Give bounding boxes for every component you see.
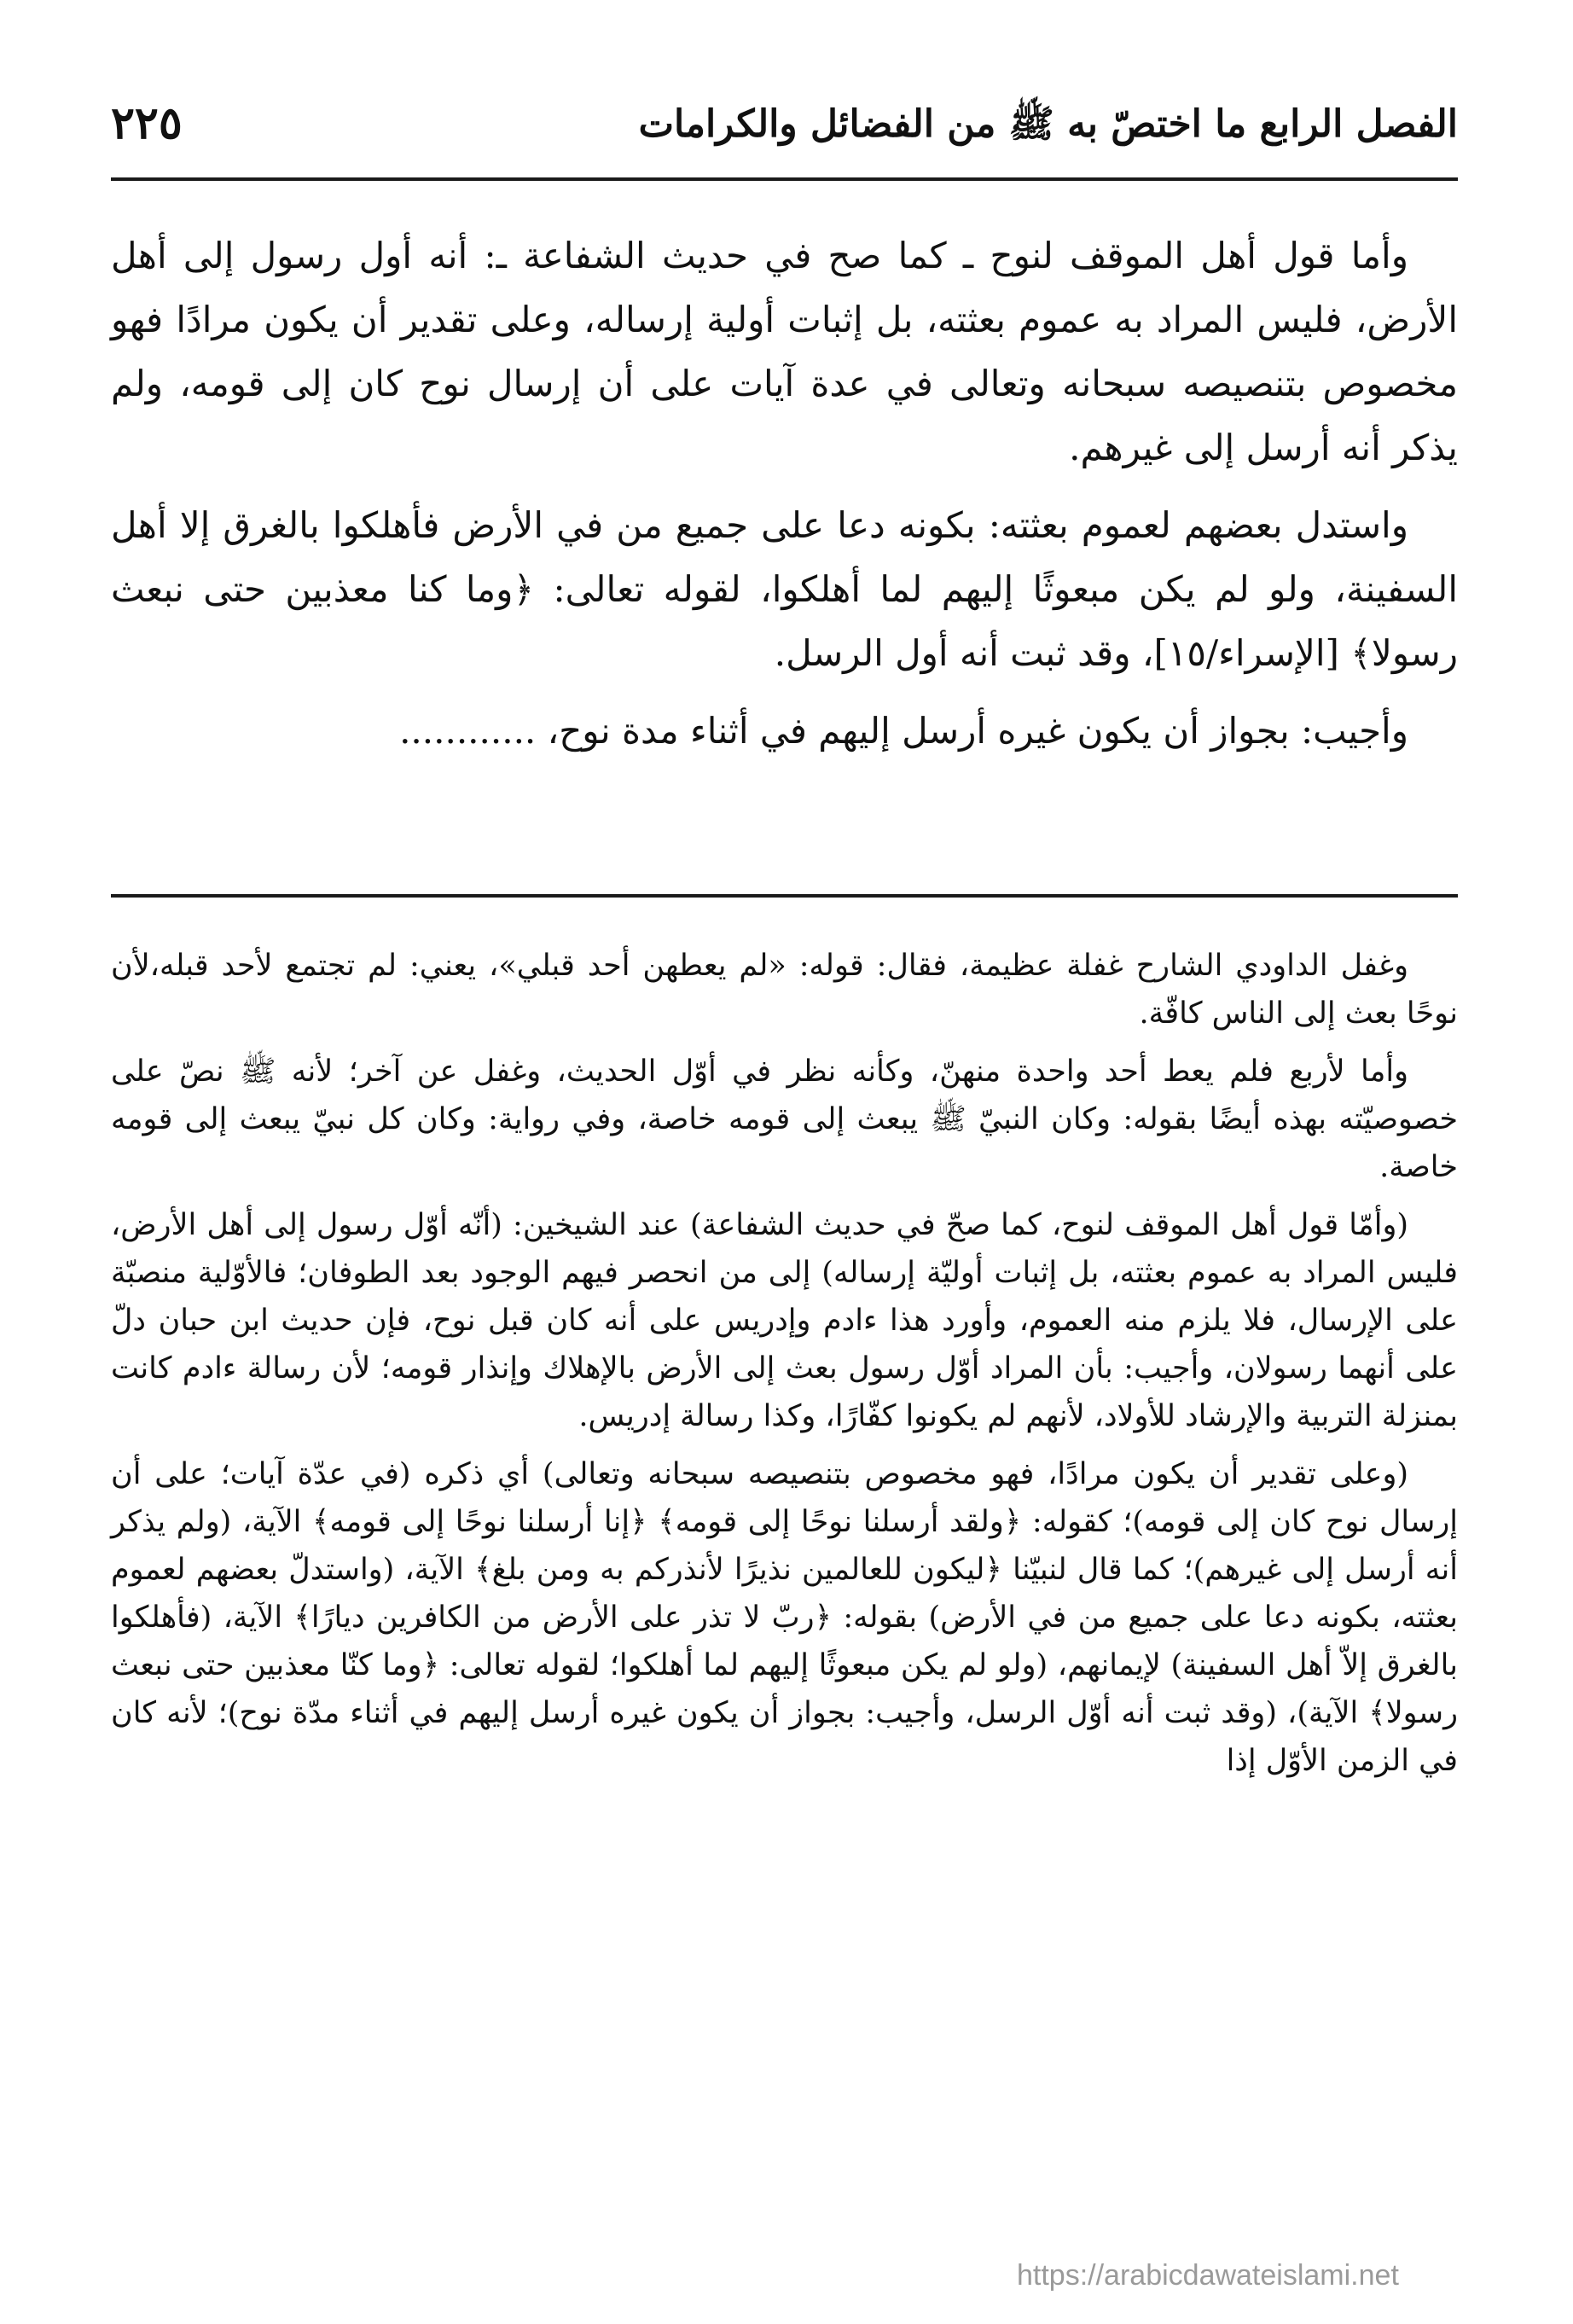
commentary-paragraph: وغفل الداودي الشارح غفلة عظيمة، فقال: قوله: «لم يعطهن أحد قبلي»، يعني: لم تجتمع لأحد قبله،لأن نوحًا بعث إلى الناس كافّة. [111,949,1458,1031]
commentary-paragraph: وأما لأربع فلم يعط أحد واحدة منهنّ، وكأنه نظر في أوّل الحديث، وغفل عن آخر؛ لأنه ﷺ نصّ على خصوصيّته بهذه أيضًا بقوله: وكان النبيّ ﷺ يبعث إلى قومه خاصة، وفي رواية: وكان كل نبيّ يبعث إلى قومه خاصة. [111,1055,1458,1184]
commentary-text [111,942,1458,1795]
main-paragraph: وأما قول أهل الموقف لنوح ـ كما صح في حديث الشفاعة ـ: أنه أول رسول إلى أهل الأرض، فليس المراد به عموم بعثته، بل إثبات أولية إرساله، وعلى تقدير أن يكون مرادًا فهو مخصوص بتنصيصه سبحانه وتعالى في عدة آيات على أن إرسال نوح كان إلى قومه، ولم يذكر أنه أرسل إلى غيرهم. [111,235,1458,468]
page-header [111,97,1458,177]
commentary-paragraph: (وأمّا قول أهل الموقف لنوح، كما صحّ في حديث الشفاعة) عند الشيخين: (أنّه أوّل رسول إلى أهل الأرض، فليس المراد به عموم بعثته، بل إثبات أوليّة إرساله) إلى من انحصر فيهم الوجود بعد الطوفان؛ فالأوّلية منصبّة على الإرسال، فلا يلزم منه العموم، وأورد هذا ءادم وإدريس على أنه كان قبل نوح، فإن حديث ابن حبان دلّ على أنهما رسولان، وأجيب: بأن المراد أوّل رسول بعث إلى الأرض بالإهلاك وإنذار قومه؛ لأن رسالة ءادم كانت بمنزلة التربية والإرشاد للأولاد، لأنهم لم يكونوا كفّارًا، وكذا رسالة إدريس. [111,1208,1458,1433]
header-rule [111,177,1458,181]
section-divider [111,894,1458,898]
commentary-paragraph: (وعلى تقدير أن يكون مرادًا، فهو مخصوص بتنصيصه سبحانه وتعالى) أي ذكره (في عدّة آيات؛ على أن إرسال نوح كان إلى قومه)؛ كقوله: ﴿ولقد أرسلنا نوحًا إلى قومه﴾ ﴿إنا أرسلنا نوحًا إلى قومه﴾ الآية، (ولم يذكر أنه أرسل إلى غيرهم)؛ كما قال لنبيّنا ﴿ليكون للعالمين نذيرًا لأنذركم به ومن بلغ﴾ الآية، (واستدلّ بعضهم لعموم بعثته، بكونه دعا على جميع من في الأرض) بقوله: ﴿ربّ لا تذر على الأرض من الكافرين ديارًا﴾ الآية، (فأهلكوا بالغرق إلاّ أهل السفينة) لإيمانهم، (ولو لم يكن مبعوثًا إليهم لما أهلكوا؛ لقوله تعالى: ﴿وما كنّا معذبين حتى نبعث رسولا﴾ الآية)، (وقد ثبت أنه أوّل الرسل، وأجيب: بجواز أن يكون غيره أرسل إليهم في أثناء مدّة نوح)؛ لأنه كان في الزمن الأوّل إذا [111,1457,1458,1778]
main-paragraph: واستدل بعضهم لعموم بعثته: بكونه دعا على جميع من في الأرض فأهلكوا بالغرق إلا أهل السفينة، ولو لم يكن مبعوثًا إليهم لما أهلكوا، لقوله تعالى: ﴿وما كنا معذبين حتى نبعث رسولا﴾ [الإسراء/١٥]، وقد ثبت أنه أول الرسل. [111,504,1458,674]
watermark-url: https://arabicdawateislami.net [1017,2259,1399,2292]
page-number: ٢٢٥ [111,97,183,149]
running-title: الفصل الرابع ما اختصّ به ﷺ من الفضائل والكرامات [638,102,1458,146]
main-paragraph: وأجيب: بجواز أن يكون غيره أرسل إليهم في أثناء مدة نوح، ............ [399,710,1408,752]
main-text [111,224,1458,776]
